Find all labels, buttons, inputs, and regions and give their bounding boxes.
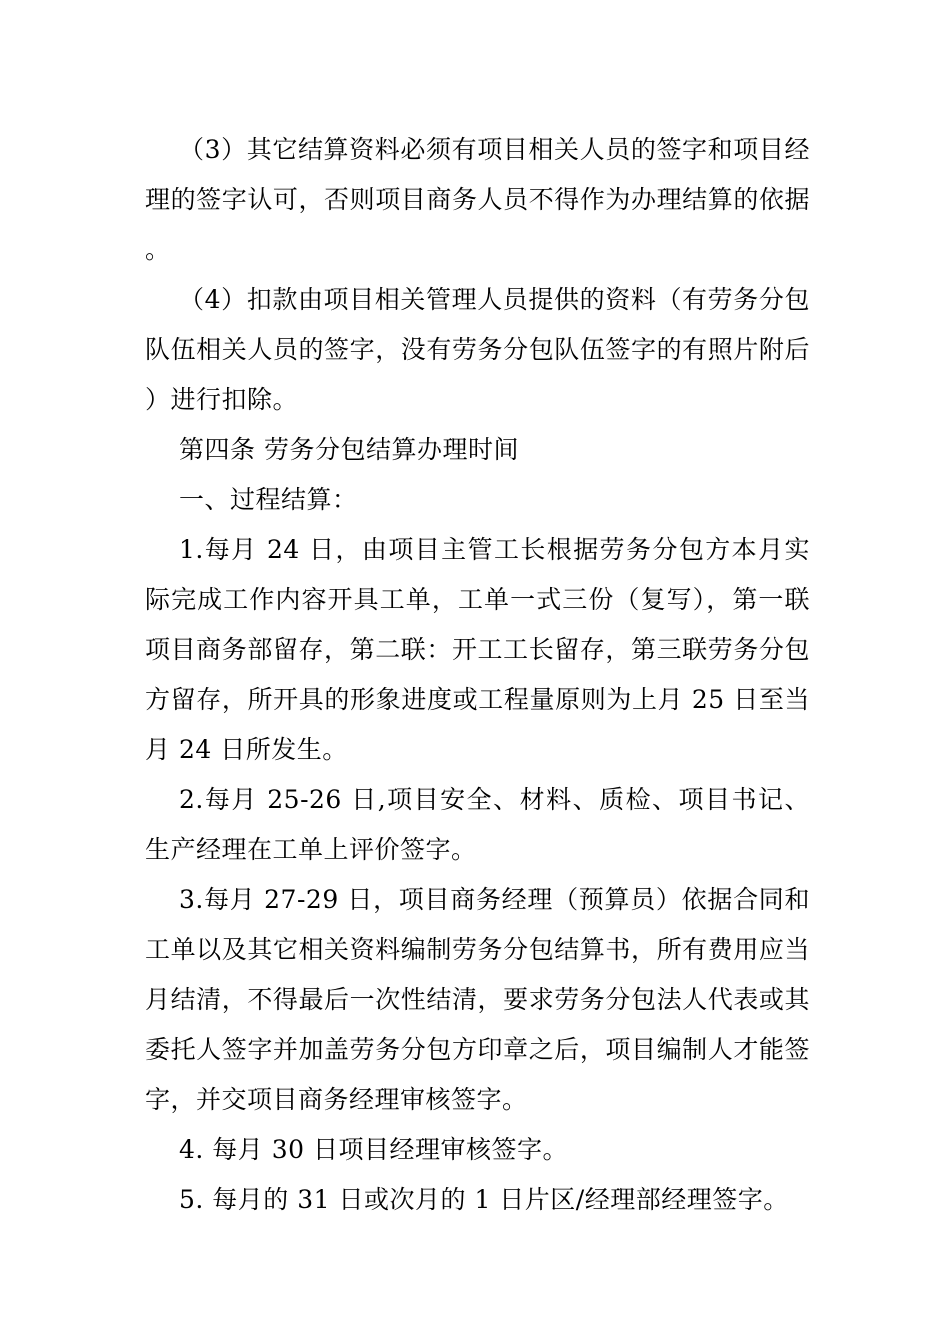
paragraph-item-5: 5. 每月的 31 日或次月的 1 日片区/经理部经理签字。 [179,1185,789,1214]
paragraph-settlement-signature: （3）其它结算资料必须有项目相关人员的签字和项目经理的签字认可，否则项目商务人员不得作为办理结算的依据。 [145,135,810,264]
paragraph-item-3: 3.每月 27-29 日，项目商务经理（预算员）依据合同和工单以及其它相关资料编制劳务分包结算书，所有费用应当月结清，不得最后一次性结清，要求劳务分包法人代表或其委托人签字并加盖劳务分包方印章之后，项目编制人才能签字，并交项目商务经理审核签字。 [145,885,810,1114]
section-process-settlement: 一、过程结算： [179,485,358,514]
document-body [145,125,810,1225]
paragraph-item-4: 4. 每月 30 日项目经理审核签字。 [179,1135,569,1164]
paragraph-item-2: 2.每月 25-26 日,项目安全、材料、质检、项目书记、生产经理在工单上评价签字。 [145,785,810,864]
paragraph-deduction: （4）扣款由项目相关管理人员提供的资料（有劳务分包队伍相关人员的签字，没有劳务分包队伍签字的有照片附后）进行扣除。 [145,285,810,414]
paragraph-item-1: 1.每月 24 日，由项目主管工长根据劳务分包方本月实际完成工作内容开具工单，工单一式三份（复写），第一联项目商务部留存，第二联：开工工长留存，第三联劳务分包方留存，所开具的形象进度或工程量原则为上月 25 日至当月 24 日所发生。 [145,535,810,764]
article-four-heading: 第四条 劳务分包结算办理时间 [179,435,519,464]
